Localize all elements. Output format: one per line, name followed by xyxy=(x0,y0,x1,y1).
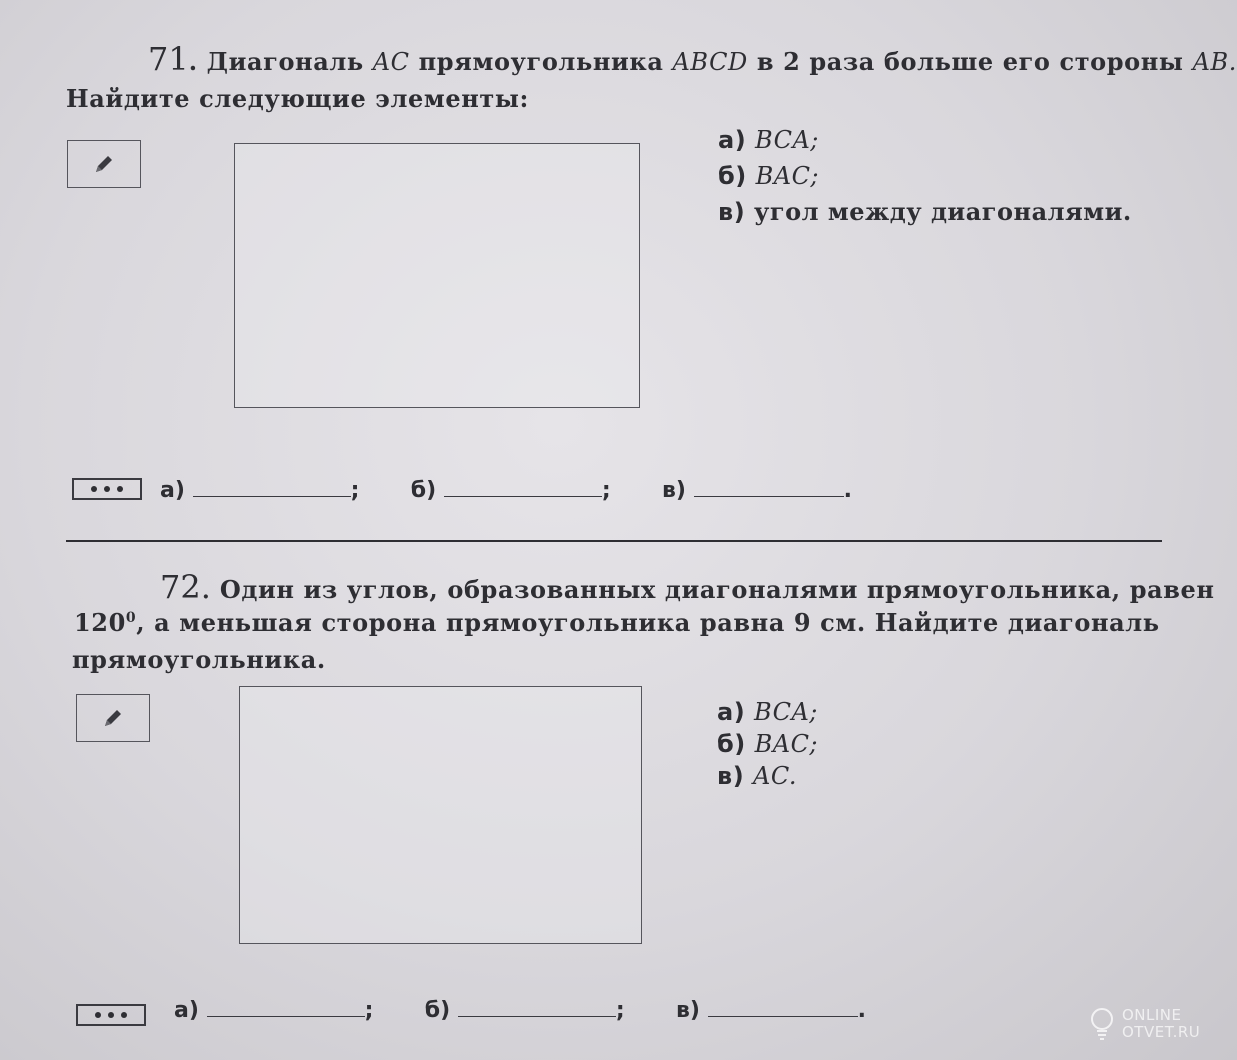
pencil-icon xyxy=(91,151,117,177)
pencil-icon xyxy=(100,705,126,731)
answer-field-b[interactable] xyxy=(444,476,602,497)
list-item: в) угол между диагоналями. xyxy=(718,197,1132,226)
problem-71-number: 71 xyxy=(148,40,189,78)
problem-71-items xyxy=(718,122,1132,230)
pencil-icon-box xyxy=(76,694,150,742)
dots-icon xyxy=(76,1004,146,1026)
problem-71-line2: Найдите следующие элементы: xyxy=(66,84,529,113)
problem-72-line1: 72. Один из углов, образованных диагоналями прямоугольника, равен xyxy=(160,568,1215,606)
list-item: а) BCA; xyxy=(718,126,819,154)
list-item: б) BAC; xyxy=(718,162,820,190)
problem-72-line3: прямоугольника. xyxy=(72,645,326,674)
pencil-icon-box xyxy=(67,140,141,188)
problem-72-items xyxy=(717,696,818,792)
dots-icon xyxy=(72,478,142,500)
drawing-area-71[interactable] xyxy=(234,143,640,408)
problem-72-line2: $120^0$, а меньшая сторона прямоугольника равна 9 см. Найдите диагональ xyxy=(74,608,1160,637)
answer-row-71: а) ; б) ; в) . xyxy=(160,478,852,503)
problem-71-line1: 71. Диагональ AC прямоугольника ABCD в 2 раза больше его стороны AB. xyxy=(148,40,1237,78)
divider xyxy=(66,540,1162,542)
answer-field-b[interactable] xyxy=(458,996,616,1017)
drawing-area-72[interactable] xyxy=(239,686,642,944)
list-item: а) BCA; xyxy=(717,698,818,726)
list-item: в) AC. xyxy=(717,762,797,790)
list-item: б) BAC; xyxy=(717,730,819,758)
lightbulb-icon xyxy=(1088,1006,1116,1042)
answer-field-c[interactable] xyxy=(708,996,858,1017)
problem-72-number: 72. xyxy=(160,568,211,606)
answer-field-a[interactable] xyxy=(193,476,351,497)
answer-field-c[interactable] xyxy=(694,476,844,497)
watermark: ONLINE OTVET.RU xyxy=(1088,1006,1200,1042)
answer-field-a[interactable] xyxy=(207,996,365,1017)
answer-row-72: а) ; б) ; в) . xyxy=(174,998,866,1023)
